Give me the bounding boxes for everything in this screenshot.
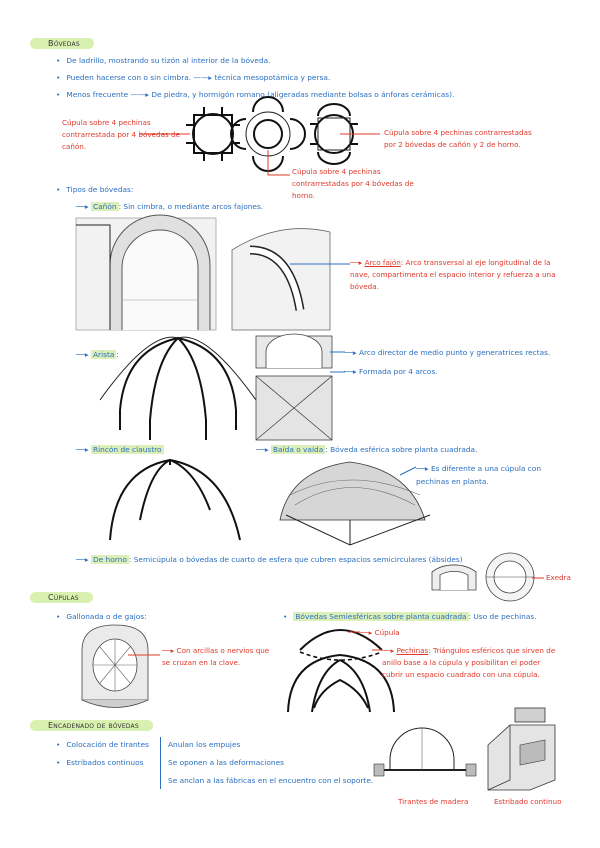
note-anulan: Anulan los empujes [168, 740, 241, 749]
bullet-menos-frecuente: • Menos frecuente ——▸ De piedra, y hormigón romano (aligeradas mediante bolsas o ánforas cerámicas). [56, 90, 454, 99]
arista-note-a-text: Arco director de medio punto y generatrices rectas. [358, 348, 551, 357]
tirantes-item: • Colocación de tirantes [56, 740, 149, 749]
label-estribado: Estribado continuo [494, 797, 562, 806]
horno-row: ──▸ De horno : Semicúpula o bóvedas de cuarto de esfera que cubren espacios semicirculares (ábsides) [76, 555, 463, 564]
gallonada-row: • Gallonada o de gajos: [56, 612, 147, 621]
pechina-term: Pechinas [396, 646, 429, 655]
gallonada-term: Gallonada o de gajos [66, 612, 145, 621]
exedra-label: Exedra [546, 573, 571, 582]
semiesferica-term: Bóvedas Semiesféricas sobre planta cuadrada [295, 612, 467, 621]
baida-term: Baída o vaída [272, 445, 324, 454]
rincon-term: Rincón de claustro [92, 445, 162, 454]
baida-row: ──▸ Baída o vaída : Bóveda esférica sobre planta cuadrada. [256, 445, 478, 454]
label-tirantes: Tirantes de madera [398, 797, 469, 806]
baida-desc: : Bóveda esférica sobre planta cuadrada. [325, 445, 478, 454]
note-anclan: Se anclan a las fábricas en el encuentro con el soporte. [168, 776, 374, 785]
arco-fajon-desc: : Arco transversal al eje longitudinal de la nave, compartimenta el espacio interior y refuerza a una bóveda. [350, 258, 556, 291]
note-deformaciones: Se oponen a las deformaciones [168, 758, 284, 767]
cupula-label: ──▸ Cúpula [360, 628, 400, 637]
estribados-item: • Estribados continuos [56, 758, 143, 767]
section-title-cupulas: Cúpulas [30, 592, 93, 603]
arista-note-b-text: Formada por 4 arcos. [358, 367, 438, 376]
bullet-cimbra: • Pueden hacerse con o sin cimbra. ——▸ técnica mesopotámica y persa. [56, 73, 330, 82]
arista-term: Arista [92, 350, 115, 359]
horno-term: De horno [92, 555, 127, 564]
canon-term: Cañón [92, 202, 117, 211]
baida-note-text: Es diferente a una cúpula con pechinas en planta. [416, 464, 542, 486]
tipos-heading: • Tipos de bóvedas: [56, 185, 133, 194]
bullet-ladrillo: • De ladrillo, mostrando su tizón al interior de la bóveda. [56, 56, 271, 65]
pechina-note: ──▸ Pechinas: Triángulos esféricos que sirven de anillo base a la cúpula y posibilitan el poder cubrir un espacio cuadrado con una cúpula. [382, 646, 556, 679]
rincon-row: ──▸ Rincón de claustro [76, 445, 162, 454]
arco-fajon-note: ──▸ Arco fajón: Arco transversal al eje longitudinal de la nave, compartimenta el espacio interior y refuerza a una bóveda. [350, 258, 556, 291]
note-4-barrel: Cúpula sobre 4 pechinas contrarrestada por 4 bóvedas de cañón. [62, 118, 181, 151]
estribado-illustration [488, 708, 555, 790]
arco-fajon-term: Arco fajón [364, 258, 401, 267]
horno-desc: : Semicúpula o bóvedas de cuarto de esfera que cubren espacios semicirculares (ábsides) [128, 555, 463, 564]
pechina-desc: : Triángulos esféricos que sirven de anillo base a la cúpula y posibilitan el poder cubrir un espacio cuadrado con una cúpula. [382, 646, 556, 679]
arista-note-b: ──▸ Formada por 4 arcos. [344, 367, 438, 376]
gallonada-note-text: Con arcillas o nervios que se cruzan en la clave. [162, 646, 270, 667]
note-barrel-horno: Cúpula sobre 4 pechinas contrarrestadas por 2 bóvedas de cañón y 2 de horno. [384, 128, 532, 149]
arista-note-a: ──▸ Arco director de medio punto y generatrices rectas. [344, 348, 551, 357]
semiesferica-desc: : Uso de pechinas. [468, 612, 537, 621]
arista-row: ──▸ Arista : [76, 350, 119, 359]
canon-desc: : Sin cimbra, o mediante arcos fajones. [118, 202, 264, 211]
section-title-bovedas: Bóvedas [30, 38, 94, 49]
canon-row: ──▸ Cañón : Sin cimbra, o mediante arcos fajones. [76, 202, 264, 211]
baida-note: ──▸ Es diferente a una cúpula con pechinas en planta. [416, 464, 542, 486]
cupula-label-text: Cúpula [374, 628, 400, 637]
tirante-illustration [374, 728, 476, 776]
gallonada-note: ──▸ Con arcillas o nervios que se cruzan en la clave. [162, 646, 270, 667]
section-title-encadenado: Encadenado de bóvedas [30, 720, 153, 731]
note-4-horno: Cúpula sobre 4 pechinas contrarrestadas por 4 bóvedas de horno. [292, 167, 414, 200]
